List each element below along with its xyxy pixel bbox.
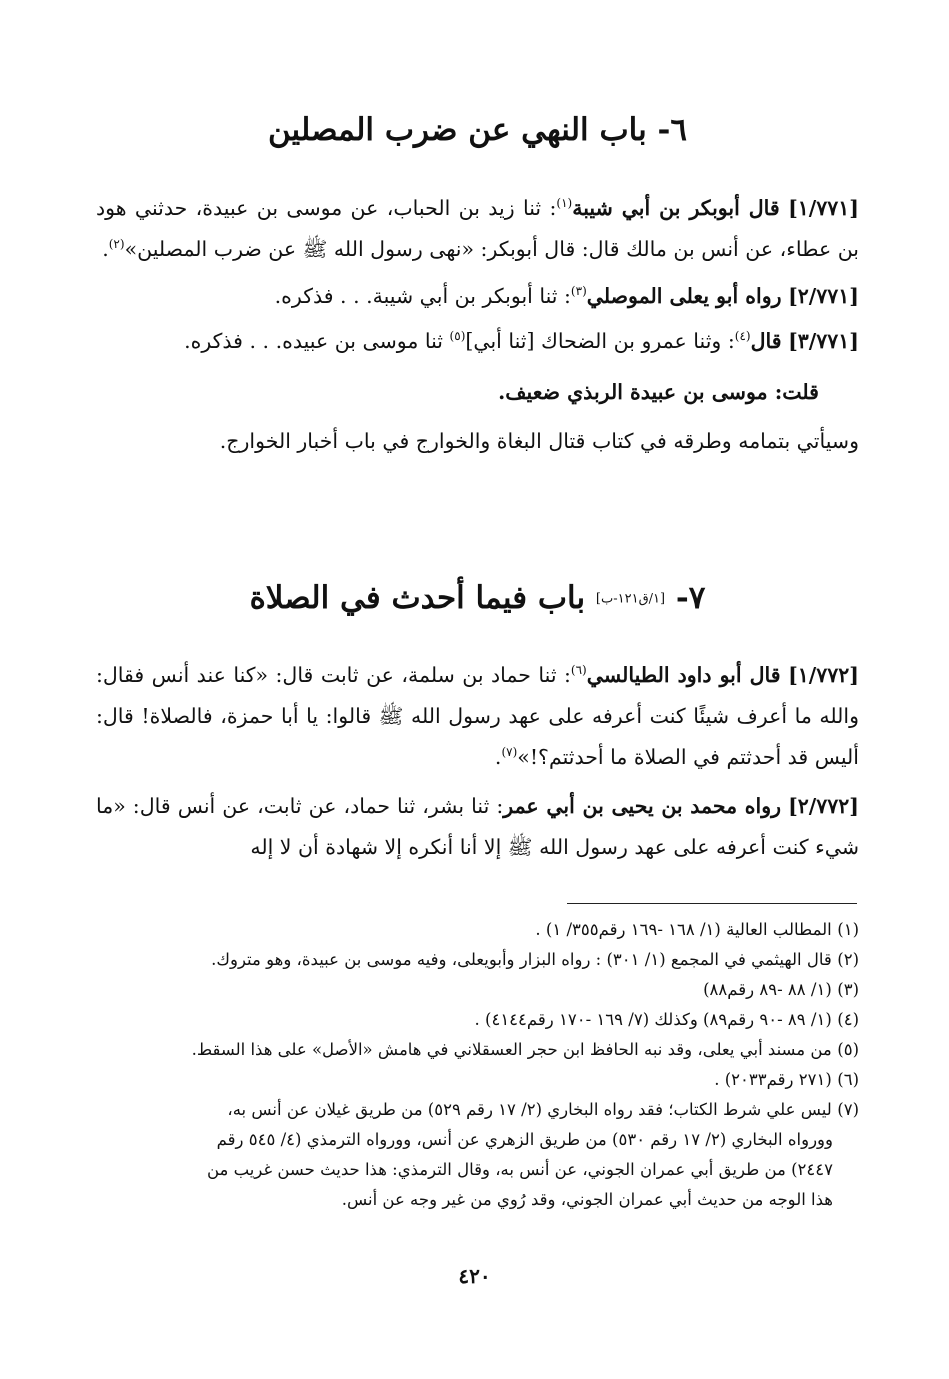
footnote-7-continuation: هذا الوجه من حديث أبي عمران الجوني، وقد رُوي من غير وجه عن أنس. [341,1190,833,1209]
punctuation: . [494,745,502,769]
hadith-ref: [٢/٧٧١] [788,284,859,308]
footnote-text: (٢٧١ رقم٢٠٣٣) . [714,1070,832,1089]
punctuation: . [102,237,109,261]
author-comment [96,372,859,413]
footnote-number: (٥) [837,1040,859,1059]
footnotes [96,915,859,1215]
narrator: قال أبو داود الطيالسي [586,663,781,687]
footnote-2 [96,945,859,975]
section-7-heading [96,580,859,617]
narrator: قال [750,329,782,353]
hadith-ref: [٢/٧٧٢] [788,794,859,818]
comment-label: قلت: [774,380,819,404]
footnote-marker: (١) [556,196,573,211]
footnote-marker: (٤) [734,329,751,344]
hadith-text: ثنا موسى بن عبيده. . . فذكره. [184,329,450,353]
section-6-heading: ٦- باب النهي عن ضرب المصلين [267,112,688,148]
footnote-text: قال الهيثمي في المجمع (١/ ٣٠١) : رواه البزار وأبويعلى، وفيه موسى بن عبيدة، وهو متروك. [211,950,832,969]
hadith-772-2 [96,786,859,868]
footnote-separator [567,903,857,904]
section-7-number: ٧- [675,580,706,616]
footnote-7-continuation: ٢٤٤٧) من طريق أبي عمران الجوني، عن أنس به، وقال الترمذي: هذا حديث حسن غريب من [206,1160,833,1179]
footnote-number: (٣) [837,980,859,999]
cross-reference-note: وسيأتي بتمامه وطرقه في كتاب قتال البغاة والخوارج في باب أخبار الخوارج. [219,429,859,453]
section-7-body [96,655,859,868]
footnote-marker: (٢) [108,237,125,252]
hadith-771-3 [96,321,859,362]
hadith-ref: [١/٧٧١] [788,196,859,220]
footnote-number: (١) [837,920,859,939]
comment-text: موسى بن عبيدة الربذي ضعيف. [498,380,775,404]
footnote-text: من مسند أبي يعلى، وقد نبه الحافظ ابن حجر العسقلاني في هامش «الأصل» على هذا السقط. [191,1040,832,1059]
narrator: رواه أبو يعلى الموصلي [586,284,782,308]
hadith-text: : ثنا بشر، ثنا حماد، عن ثابت، عن أنس قال: «ما شيء كنت أعرفه على عهد رسول الله ﷺ إلا أنا أنكره إلا شهادة أن لا إله [96,794,859,859]
section-6-body [96,188,859,462]
page-number: ٤٢٠ [458,1264,491,1288]
footnote-marker: (٦) [570,663,587,678]
hadith-text: : ثنا أبوبكر بن أبي شيبة. . . فذكره. [274,284,571,308]
narrator: رواه محمد بن يحيى بن أبي عمر [503,794,782,818]
footnote-marker: (٣) [570,284,587,299]
footnote-1 [96,915,859,945]
hadith-772-1 [96,655,859,778]
footnote-6 [96,1065,859,1095]
hadith-text: : وثنا عمرو بن الضحاك [ثنا أبي] [465,329,735,353]
footnote-text: المطالب العالية (١/ ١٦٨ -١٦٩ رقم٣٥٥/ ١) . [535,920,832,939]
hadith-ref: [١/٧٧٢] [788,663,859,687]
manuscript-folio-ref: [١/ق١٢١-ب] [595,591,666,607]
footnote-number: (٧) [837,1100,859,1119]
section-7-title: باب فيما أحدث في الصلاة [249,580,586,616]
footnote-text: (١/ ٨٩ -٩٠ رقم٨٩) وكذلك (٧/ ١٦٩ -١٧٠ رقم٤١٤٤) . [474,1010,832,1029]
footnote-7-continuation: وورواه البخاري (٢/ ١٧ رقم ٥٣٠) من طريق الزهري عن أنس، وورواه الترمذي (٤/ ٥٤٥ رقم [216,1130,833,1149]
hadith-771-2 [96,276,859,317]
footnote-number: (٦) [837,1070,859,1089]
hadith-ref: [٣/٧٧١] [788,329,859,353]
footnote-number: (٤) [837,1010,859,1029]
hadith-text: : ثنا زيد بن الحباب، عن موسى بن عبيدة، حدثني هود بن عطاء، عن أنس بن مالك قال: قال أبوبكر: «نهى رسول الله ﷺ عن ضرب المصلين» [96,196,859,261]
footnote-number: (٢) [837,950,859,969]
footnote-text: ليس علي شرط الكتاب؛ فقد رواه البخاري (٢/ ١٧ رقم ٥٢٩) من طريق غيلان عن أنس به، [227,1100,832,1119]
footnote-marker: (٥) [449,329,466,344]
footnote-4 [96,1005,859,1035]
footnote-marker: (٧) [501,745,518,760]
narrator: قال أبوبكر بن أبي شيبة [572,196,780,220]
hadith-771-1 [96,188,859,270]
hadith-text: : ثنا حماد بن سلمة، عن ثابت قال: «كنا عند أنس فقال: والله ما أعرف شيئًا كنت أعرفه على عهد رسول الله ﷺ قالوا: يا أبا حمزة، فالصلاة! قال: أليس قد أحدثتم في الصلاة ما أحدثتم؟!» [96,663,859,769]
footnote-3 [96,975,859,1005]
footnote-5 [96,1035,859,1065]
footnote-7 [96,1095,859,1125]
footnote-text: (١/ ٨٨ -٨٩ رقم٨٨) [703,980,832,999]
